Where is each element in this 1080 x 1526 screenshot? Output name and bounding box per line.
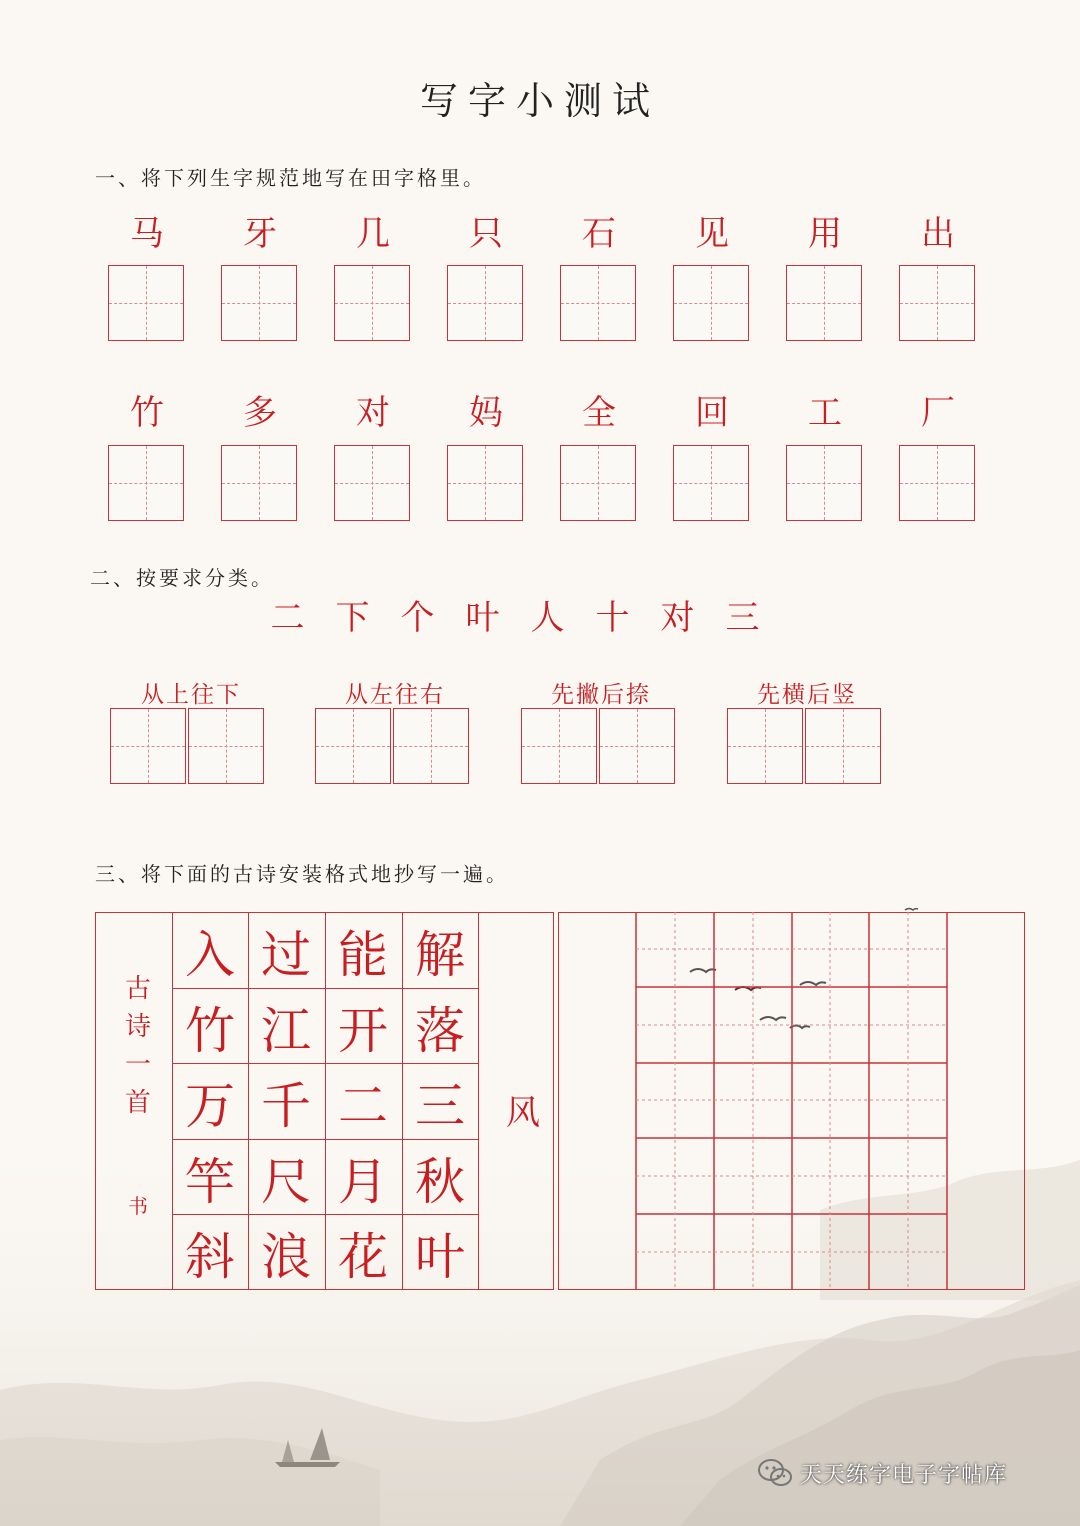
classify-char: 叶 [465, 598, 500, 638]
poem-char: 解 [415, 926, 465, 984]
wechat-icon [757, 1458, 793, 1488]
classify-chars [255, 590, 775, 639]
tian-grid-cell[interactable] [560, 265, 636, 341]
char-label: 竹 [130, 393, 164, 433]
char-label: 石 [582, 214, 616, 254]
classify-char: 个 [400, 598, 435, 638]
tian-grid-cell[interactable] [108, 445, 184, 521]
char-label: 马 [130, 214, 164, 254]
poem-char: 能 [338, 926, 388, 984]
tian-grid-cell[interactable] [727, 708, 803, 784]
classify-char: 二 [270, 598, 305, 638]
tian-grid-cell[interactable] [315, 708, 391, 784]
tian-grid-cell[interactable] [673, 445, 749, 521]
poem-title: 古诗一首 [124, 974, 151, 1118]
char-label: 牙 [243, 214, 277, 254]
tian-grid-cell[interactable] [108, 265, 184, 341]
poem-char: 浪 [261, 1228, 311, 1286]
poem-char: 千 [261, 1077, 311, 1135]
poem-author: 书 [128, 1194, 148, 1218]
poem-char: 二 [338, 1077, 388, 1135]
category-label: 从左往右 [345, 682, 445, 708]
char-label: 几 [356, 214, 390, 254]
classify-char: 十 [595, 598, 630, 638]
poem-char: 竹 [185, 1002, 235, 1060]
poem-char: 落 [415, 1002, 465, 1060]
char-label: 厂 [921, 393, 955, 433]
poem-char: 斜 [185, 1228, 235, 1286]
tian-grid-cell[interactable] [221, 265, 297, 341]
poem-char: 竿 [185, 1153, 235, 1211]
tian-grid-cell[interactable] [447, 445, 523, 521]
tian-grid-cell[interactable] [393, 708, 469, 784]
section1-heading: 一、将下列生字规范地写在田字格里。 [95, 166, 486, 190]
tian-grid-cell[interactable] [599, 708, 675, 784]
char-label: 用 [808, 214, 842, 254]
classify-char: 下 [335, 598, 370, 638]
classify-char: 三 [725, 598, 760, 638]
category-label: 从上往下 [141, 682, 241, 708]
poem-char: 开 [338, 1002, 388, 1060]
poem-char: 花 [338, 1228, 388, 1286]
tian-grid-cell[interactable] [447, 265, 523, 341]
tian-grid-cell[interactable] [334, 265, 410, 341]
tian-grid-cell[interactable] [560, 445, 636, 521]
char-label: 全 [582, 393, 616, 433]
category-label: 先横后竖 [757, 682, 857, 708]
poem-name: 风 [506, 1093, 540, 1133]
tian-grid-cell[interactable] [805, 708, 881, 784]
tian-grid-cell[interactable] [221, 445, 297, 521]
poem-char: 尺 [261, 1153, 311, 1211]
poem-char: 月 [338, 1153, 388, 1211]
tian-grid-cell[interactable] [521, 708, 597, 784]
char-label: 妈 [469, 393, 503, 433]
watermark-text: 天天练字电子字帖库 [800, 1463, 1008, 1488]
category-label: 先撇后捺 [551, 682, 651, 708]
tian-grid-cell[interactable] [188, 708, 264, 784]
tian-grid-cell[interactable] [899, 265, 975, 341]
poem-char: 秋 [415, 1153, 465, 1211]
tian-grid-cell[interactable] [786, 265, 862, 341]
char-label: 回 [695, 393, 729, 433]
poem-char: 叶 [415, 1228, 465, 1286]
poem-char: 三 [415, 1077, 465, 1135]
tian-grid-cell[interactable] [673, 265, 749, 341]
char-label: 工 [808, 393, 842, 433]
char-label: 出 [921, 214, 955, 254]
poem-char: 过 [261, 926, 311, 984]
section2-heading: 二、按要求分类。 [90, 566, 274, 590]
char-label: 只 [469, 214, 503, 254]
poem-char: 入 [185, 926, 235, 984]
char-label: 对 [356, 393, 390, 433]
tian-grid-cell[interactable] [899, 445, 975, 521]
page-title: 写字小测试 [419, 79, 660, 123]
char-label: 多 [243, 393, 277, 433]
poem-char: 江 [261, 1002, 311, 1060]
tian-grid-cell[interactable] [786, 445, 862, 521]
poem-char: 万 [185, 1077, 235, 1135]
section3-heading: 三、将下面的古诗安装格式地抄写一遍。 [95, 862, 509, 886]
poem-copy-grid[interactable] [558, 912, 1025, 1290]
char-label: 见 [695, 214, 729, 254]
tian-grid-cell[interactable] [334, 445, 410, 521]
copy-grid-lines [558, 912, 1025, 1290]
tian-grid-cell[interactable] [110, 708, 186, 784]
classify-char: 对 [660, 598, 695, 638]
classify-char: 人 [530, 598, 565, 638]
